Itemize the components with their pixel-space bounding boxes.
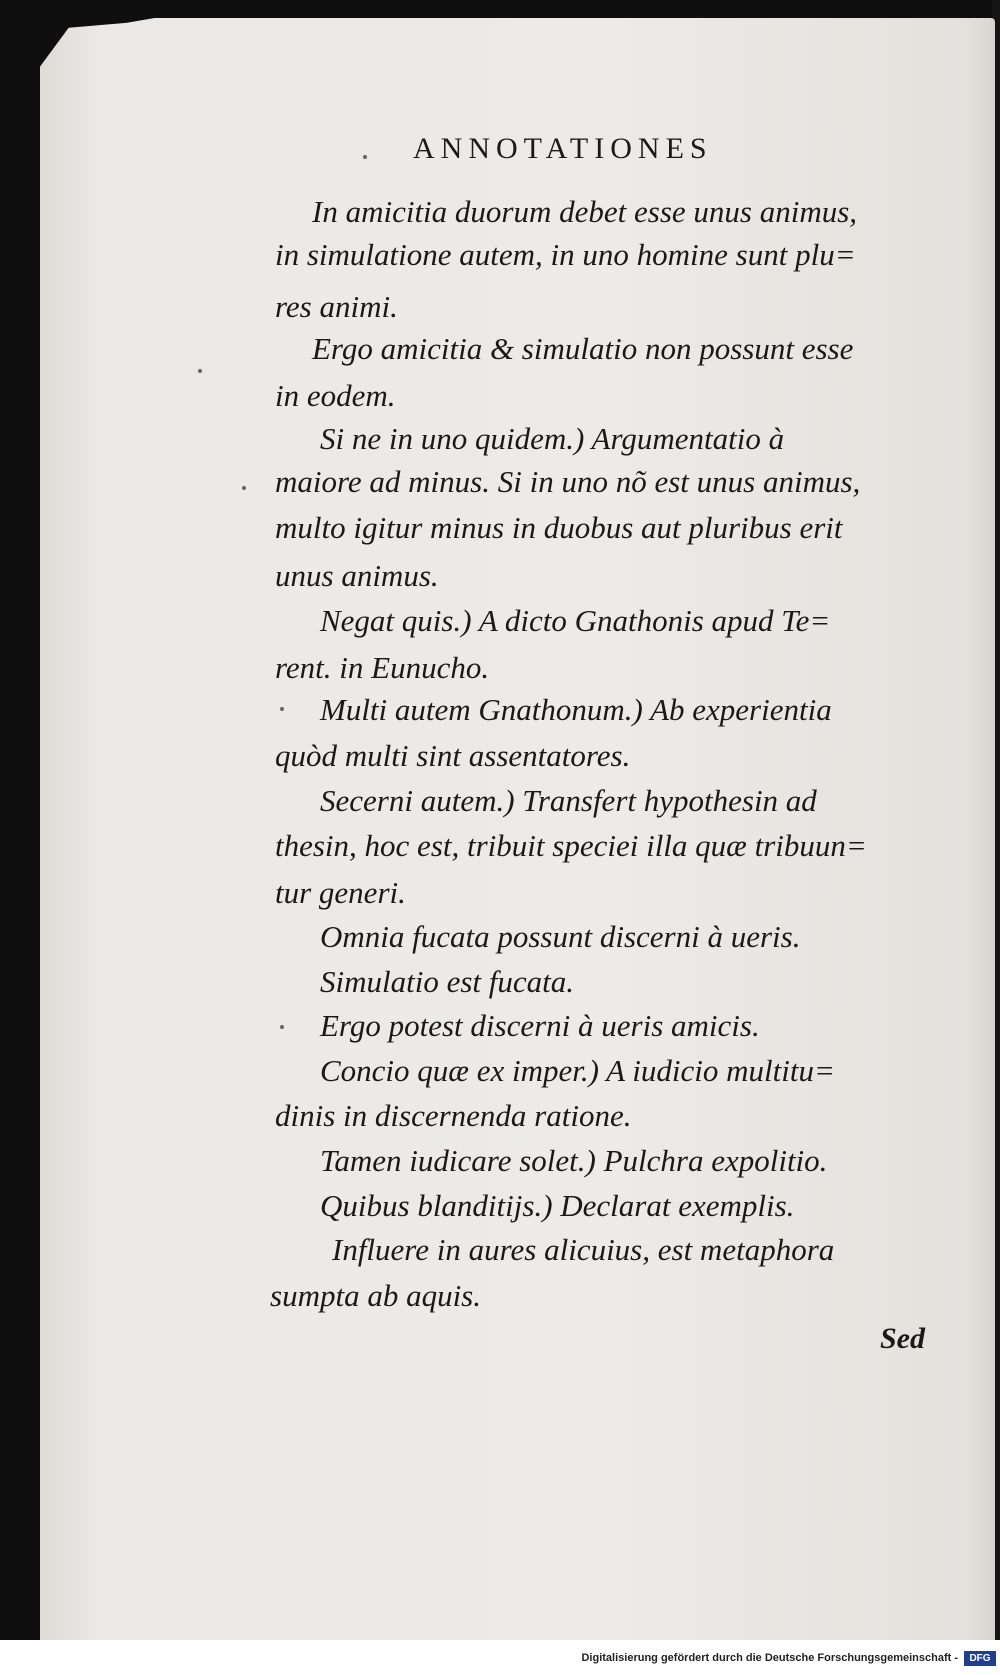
text-line: tur generi.	[275, 875, 406, 910]
text-line: sumpta ab aquis.	[270, 1278, 481, 1313]
text-line: dinis in discernenda ratione.	[275, 1098, 632, 1133]
text-line: multo igitur minus in duobus aut pluribus erit	[275, 510, 843, 545]
text-line: Omnia fucata possunt discerni à ueris.	[320, 919, 801, 954]
text-line: quòd multi sint assentatores.	[275, 738, 631, 773]
text-line: res animi.	[275, 289, 398, 324]
text-line: unus animus.	[275, 558, 439, 593]
text-line: thesin, hoc est, tribuit speciei illa quæ tribuun=	[275, 828, 867, 863]
text-line: rent. in Eunucho.	[275, 650, 490, 685]
ink-speck	[198, 369, 202, 373]
ink-speck	[363, 155, 367, 159]
text-line: In amicitia duorum debet esse unus animus,	[312, 194, 858, 229]
text-line: Negat quis.) A dicto Gnathonis apud Te=	[320, 603, 831, 638]
text-line: Influere in aures alicuius, est metaphora	[332, 1232, 835, 1267]
catchword: Sed	[880, 1322, 925, 1355]
text-line: Tamen iudicare solet.) Pulchra expolitio.	[320, 1143, 828, 1178]
credit-bar	[0, 1648, 1000, 1675]
ink-speck	[242, 486, 246, 490]
ink-speck	[280, 1025, 284, 1029]
text-line: Secerni autem.) Transfert hypothesin ad	[320, 783, 817, 818]
text-line: in eodem.	[275, 378, 396, 413]
text-line: Ergo potest discerni à ueris amicis.	[320, 1008, 760, 1043]
text-line: Concio quæ ex imper.) A iudicio multitu=	[320, 1053, 835, 1088]
ink-speck	[280, 707, 284, 711]
text-line: Ergo amicitia & simulatio non possunt esse	[312, 331, 854, 366]
text-line: Si ne in uno quidem.) Argumentatio à	[320, 421, 785, 456]
text-line: Multi autem Gnathonum.) Ab experientia	[320, 692, 832, 727]
running-head: ANNOTATIONES	[413, 132, 713, 165]
text-line: in simulatione autem, in uno homine sunt plu=	[275, 237, 856, 272]
text-line: Quibus blanditijs.) Declarat exemplis.	[320, 1188, 795, 1223]
text-line: maiore ad minus. Si in uno nõ est unus animus,	[275, 464, 861, 499]
dfg-logo: DFG	[964, 1651, 996, 1666]
credit-text: Digitalisierung gefördert durch die Deutsche Forschungsgemeinschaft -	[581, 1652, 958, 1664]
text-line: Simulatio est fucata.	[320, 964, 575, 999]
